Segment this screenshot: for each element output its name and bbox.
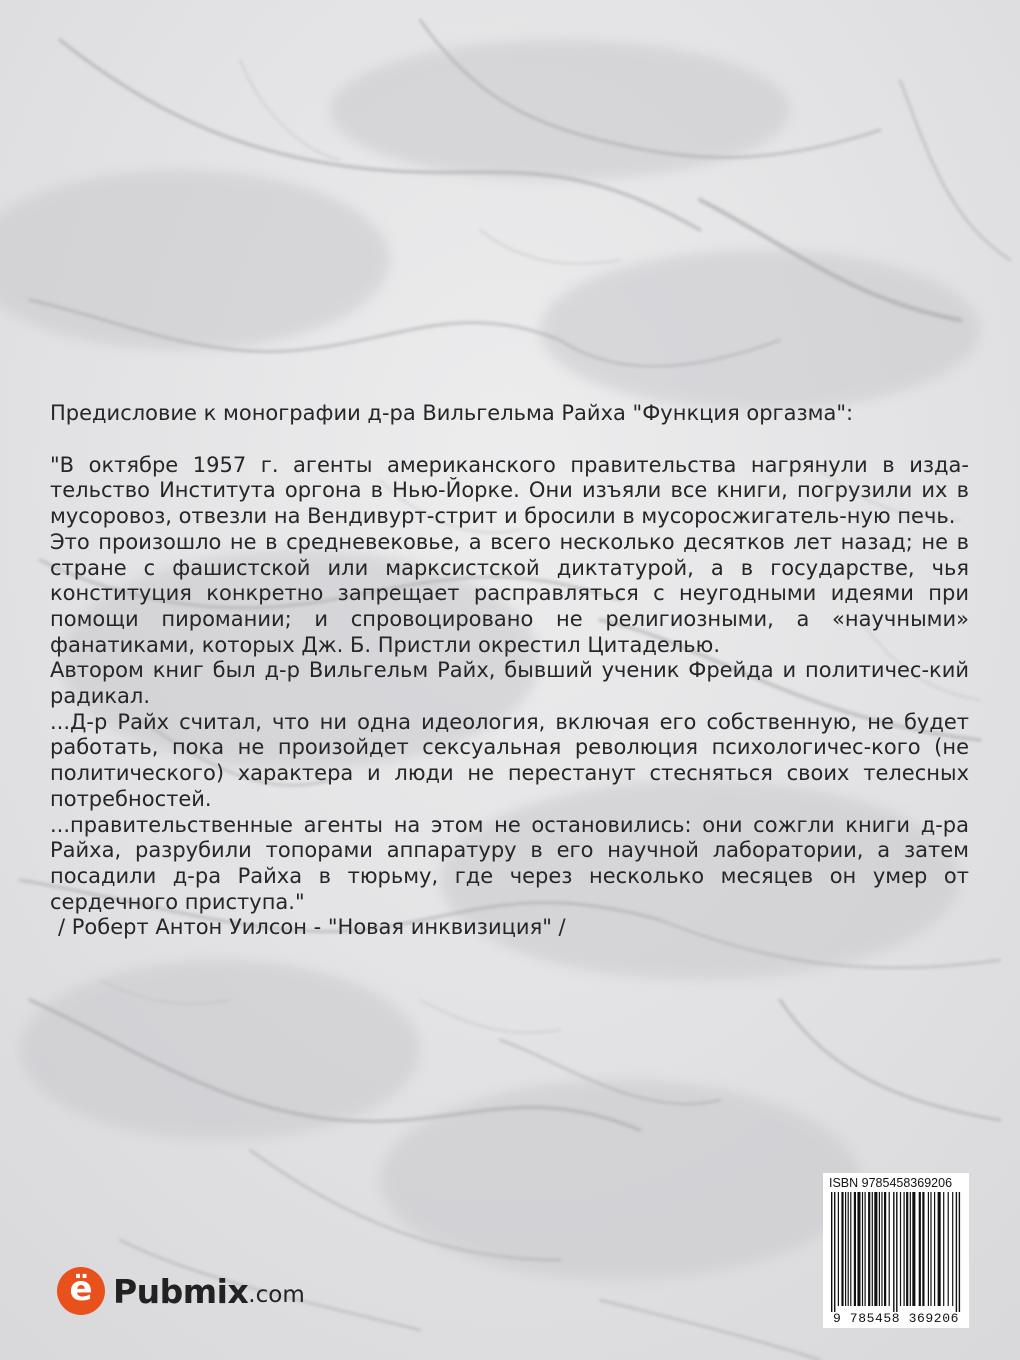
barcode-bar: [948, 1192, 949, 1306]
barcode-bar: [850, 1192, 851, 1306]
barcode-bar: [872, 1192, 873, 1306]
paragraph-1: "В октябре 1957 г. агенты американского правительства нагрянули в изда-тельство Института оргона в Нью-Йорке. Они изъяли все книги, погрузили их в мусоровоз, отвезли на Вендивурт-стрит и бросили в мусоросжигатель-ную печь.: [50, 452, 969, 529]
barcode-bar: [893, 1192, 894, 1312]
barcode-bar: [879, 1192, 880, 1306]
barcode-bar: [910, 1192, 911, 1306]
barcode-bar: [930, 1192, 931, 1306]
barcode-bar: [889, 1192, 890, 1306]
publisher-logo-icon: ё: [57, 1267, 105, 1315]
barcode-bar: [919, 1192, 921, 1306]
paragraph-4: ...Д-р Райх считал, что ни одна идеология, включая его собственную, не будет работать, пока не произойдет сексуальная революция психологичес-кого (не политического) характера и люди не перестанут стесняться своих телесных потребностей.: [50, 709, 969, 811]
barcode-bar: [943, 1192, 944, 1306]
barcode-bar: [900, 1192, 901, 1306]
barcode-bar: [904, 1192, 905, 1306]
barcode-bar: [831, 1192, 832, 1312]
barcode-bar: [862, 1192, 863, 1306]
barcode-bar: [922, 1192, 924, 1306]
barcode-bar: [934, 1192, 935, 1306]
publisher-logo: [57, 1263, 305, 1319]
barcode-bars: [829, 1192, 963, 1312]
isbn-digits: 9 785458 369206: [832, 1311, 960, 1326]
paragraph-3: Автором книг был д-р Вильгельм Райх, бывший ученик Фрейда и политичес-кий радикал.: [50, 658, 969, 709]
publisher-name: Pubmix: [113, 1271, 249, 1311]
barcode-bar: [959, 1192, 960, 1312]
isbn-label: ISBN 9785458369206: [829, 1176, 953, 1190]
barcode-bar: [845, 1192, 846, 1306]
quote-attribution: / Роберт Антон Уилсон - "Новая инквизиция" /: [58, 915, 566, 940]
barcode-bar: [896, 1192, 897, 1312]
barcode-bar: [938, 1192, 941, 1306]
barcode-bar: [834, 1192, 835, 1312]
barcode-bar: [906, 1192, 908, 1306]
barcode-bar: [868, 1192, 870, 1306]
intro-line: Предисловие к монографии д-ра Вильгельма Райха "Функция оргазма":: [50, 401, 854, 425]
barcode-bar: [838, 1192, 839, 1306]
isbn-barcode: [823, 1173, 969, 1328]
barcode-bar: [928, 1192, 929, 1306]
back-cover-text: [50, 401, 969, 941]
barcode-bar: [857, 1192, 860, 1306]
barcode-bar: [956, 1192, 957, 1312]
barcode-bar: [865, 1192, 866, 1306]
paragraph-5: ...правительственные агенты на этом не остановились: они сожгли книги д-ра Райха, разрубили топорами аппаратуру в его научной лаборатории, а затем посадили д-ра Райха в тюрьму, где через несколько месяцев он умер от сердечного приступа.": [50, 812, 969, 914]
barcode-bar: [848, 1192, 849, 1306]
barcode-bar: [912, 1192, 915, 1306]
paragraph-2: Это произошло не в средневековье, а всего несколько десятков лет назад; не в стране с фашистской или марксистской диктатурой, а в государстве, чья конституция конкретно запрещает расправляться с неугодными идеями при помощи пиромании; и спровоцировано не религиозными, а «научными» фанатиками, которых Дж. Б. Пристли окрестил Цитаделью.: [50, 529, 969, 657]
publisher-domain: .com: [248, 1282, 305, 1308]
barcode-bar: [952, 1192, 953, 1306]
barcode-bar: [881, 1192, 882, 1306]
barcode-bar: [884, 1192, 886, 1306]
barcode-bar: [841, 1192, 843, 1306]
barcode-bar: [874, 1192, 877, 1306]
barcode-bar: [854, 1192, 856, 1306]
